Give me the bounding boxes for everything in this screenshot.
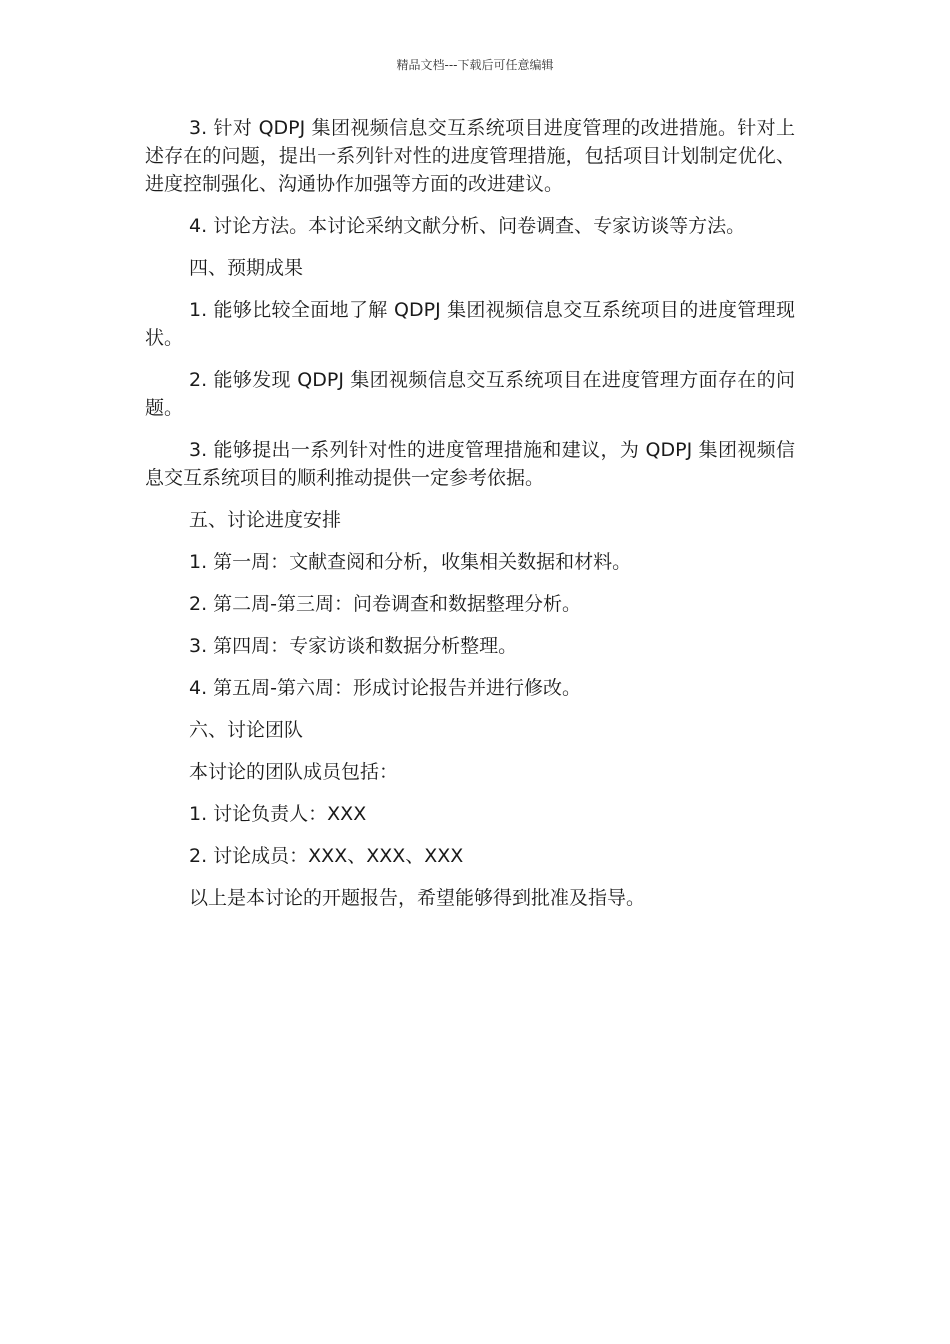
paragraph-result-3: 3. 能够提出一系列针对性的进度管理措施和建议，为 QDPJ 集团视频信息交互系统项目的顺利推动提供一定参考依据。 <box>145 439 795 489</box>
paragraph-schedule-week-1: 1. 第一周：文献查阅和分析，收集相关数据和材料。 <box>189 551 632 573</box>
page-header: 精品文档---下载后可任意编辑 <box>396 58 554 72</box>
paragraph-result-2: 2. 能够发现 QDPJ 集团视频信息交互系统项目在进度管理方面存在的问题。 <box>145 369 795 419</box>
section-heading-expected-results: 四、预期成果 <box>189 257 304 279</box>
section-heading-schedule: 五、讨论进度安排 <box>189 509 342 531</box>
paragraph-closing: 以上是本讨论的开题报告，希望能够得到批准及指导。 <box>189 887 646 909</box>
paragraph-team-leader: 1. 讨论负责人：XXX <box>189 803 367 825</box>
section-heading-team: 六、讨论团队 <box>189 719 304 741</box>
paragraph-schedule-week-5-6: 4. 第五周-第六周：形成讨论报告并进行修改。 <box>189 677 582 699</box>
paragraph-team-members: 2. 讨论成员：XXX、XXX、XXX <box>189 845 464 867</box>
paragraph-schedule-week-2-3: 2. 第二周-第三周：问卷调查和数据整理分析。 <box>189 593 582 615</box>
paragraph-research-methods: 4. 讨论方法。本讨论采纳文献分析、问卷调查、专家访谈等方法。 <box>189 215 746 237</box>
paragraph-schedule-week-4: 3. 第四周：专家访谈和数据分析整理。 <box>189 635 518 657</box>
document-body <box>145 114 795 926</box>
paragraph-team-intro: 本讨论的团队成员包括： <box>189 761 399 783</box>
paragraph-result-1: 1. 能够比较全面地了解 QDPJ 集团视频信息交互系统项目的进度管理现状。 <box>145 299 795 349</box>
paragraph-improvement-measures: 3. 针对 QDPJ 集团视频信息交互系统项目进度管理的改进措施。针对上述存在的问题，提出一系列针对性的进度管理措施，包括项目计划制定优化、进度控制强化、沟通协作加强等方面的改进建议。 <box>145 117 795 195</box>
